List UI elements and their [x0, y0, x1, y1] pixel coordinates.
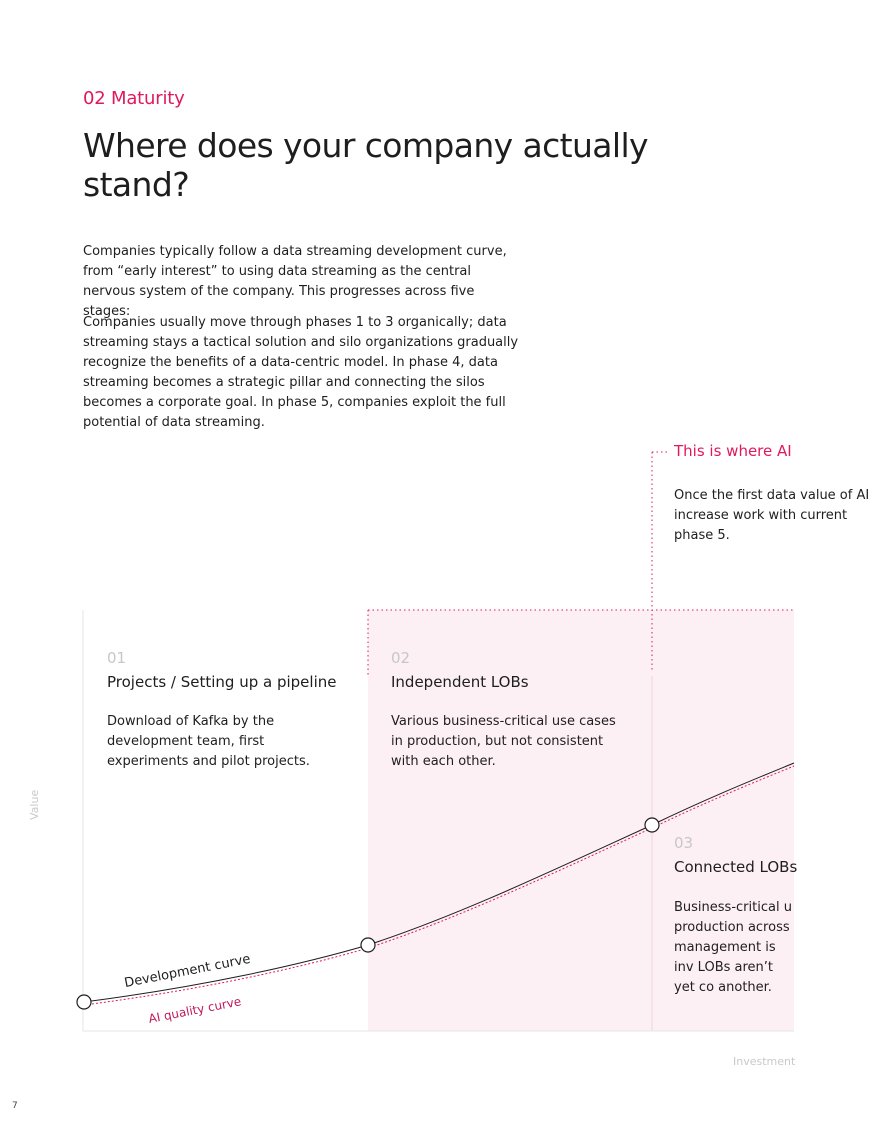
callout-title: This is where AI — [674, 442, 792, 460]
stage-01-title: Projects / Setting up a pipeline — [107, 673, 337, 691]
stage-03-marker — [645, 818, 659, 832]
stage-03-title: Connected LOBs — [674, 858, 798, 876]
stage-02-title: Independent LOBs — [391, 673, 529, 691]
section-label: 02 Maturity — [83, 88, 185, 109]
page-title: Where does your company actually stand? — [83, 126, 648, 204]
stage-03-description: Business-critical u production across management is inv LOBs aren’t yet co another. — [674, 900, 792, 995]
callout-body: Once the first data value of AI increase work with current phase 5. — [674, 488, 870, 543]
stage-01-number: 01 — [107, 649, 127, 667]
stage-02-marker — [361, 938, 375, 952]
page-number: 7 — [12, 1101, 18, 1111]
ai-quality-curve-label: AI quality curve — [147, 994, 243, 1026]
stage-02-description: Various business-critical use cases in production, but not consistent with each other. — [391, 714, 616, 769]
stage-03-number: 03 — [674, 834, 694, 852]
stage-01-description: Download of Kafka by the development team, first experiments and pilot projects. — [107, 714, 310, 769]
intro-paragraph: Companies typically follow a data streaming development curve, from “early interest” to using data streaming as the central nervous system of the company. This progresses across five stages: — [83, 244, 507, 319]
development-curve-label: Development curve — [123, 951, 252, 991]
y-axis-label: Value — [28, 789, 41, 820]
stage-02-number: 02 — [391, 649, 411, 667]
stage-01-marker — [77, 995, 91, 1009]
phases-paragraph: Companies usually move through phases 1 to 3 organically; data streaming stays a tactical solution and silo organizations gradually recognize the benefits of a data-centric model. In phase 4, data streaming becomes a strategic pillar and connecting the silos becomes a corporate goal. In phase 5, companies exploit the full potential of data streaming. — [83, 315, 519, 430]
x-axis-label: Investment — [733, 1055, 796, 1068]
